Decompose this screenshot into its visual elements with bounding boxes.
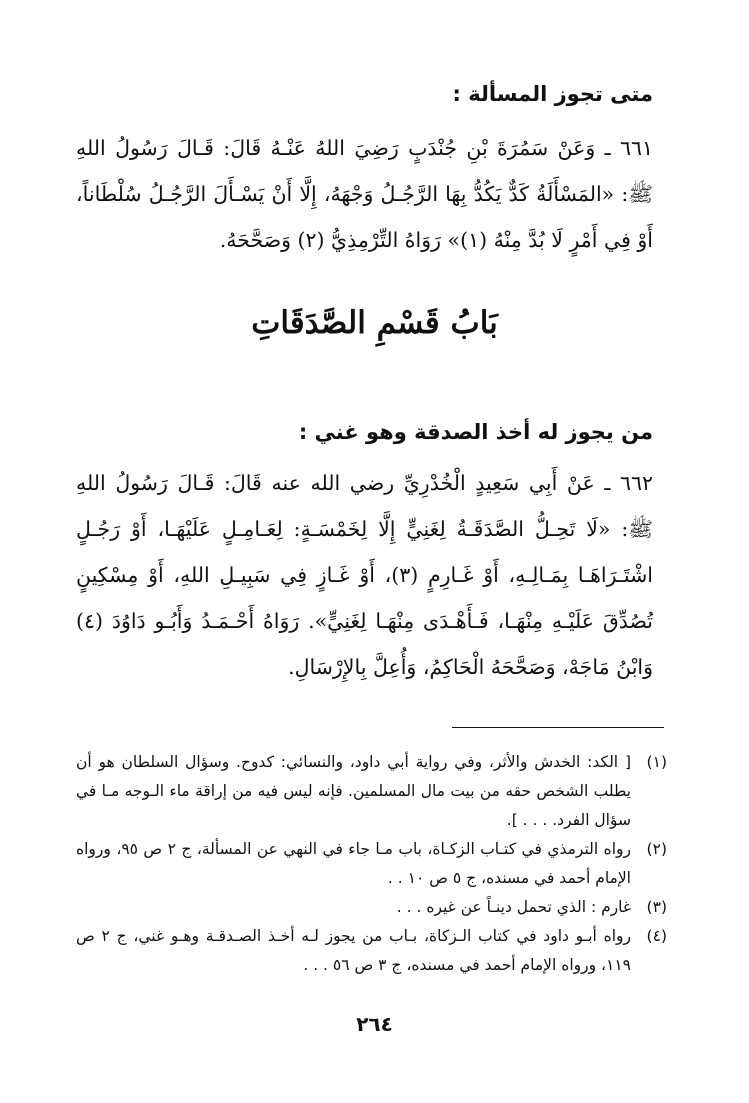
footnote-number: (٣) — [646, 898, 667, 916]
hadith-661-text: ٦٦١ ـ وَعَنْ سَمُرَةَ بْنِ جُنْدَبٍ رَضِيَ اللهُ عَنْـهُ قَالَ: قَـالَ رَسُولُ اللهِ ﷺ: «المَسْأَلَةُ كَدٌّ يَكُدُّ بِهَا الرَّجُـلُ وَجْهَهُ، إِلَّا أَنْ يَسْـأَلَ الرَّجُـلُ سُلْطَاناً، أَوْ فِي أَمْرٍ لَا بُدَّ مِنْهُ (١)» رَوَاهُ التِّرْمِذِيُّ (٢) وَصَحَّحَهُ. — [76, 136, 653, 252]
footnote-text: رواه أبـو داود في كتاب الـزكاة، بـاب من يجوز لـه أخـذ الصـدقـة وهـو غني، ج ٢ ص ١١٩، ورواه الإمام أحمد في مسنده، ج ٣ ص ٥٦ . . . — [76, 927, 631, 974]
footnote-text: [ الكد: الخدش والأثر، وفي رواية أبي داود، والنسائي: كدوح. وسؤال السلطان هو أن يطلب الشخص حقه من بيت مال المسلمين. فإنه ليس فيه من إراقة ماء الـوجه مـا في سؤال الفرد. . . . ]. — [76, 753, 631, 829]
section-heading-when-asking-permitted: متى تجوز المسألة : — [452, 82, 653, 106]
footnote-number: (٤) — [646, 927, 667, 945]
footnote-item — [76, 893, 667, 922]
footnote-number: (٢) — [646, 840, 667, 858]
footnote-divider — [452, 727, 664, 728]
footnote-item — [76, 922, 667, 980]
page-number: ٢٦٤ — [356, 1012, 393, 1036]
footnote-text: رواه الترمذي في كتـاب الزكـاة، باب مـا جاء في النهي عن المسألة، ج ٢ ص ٩٥، ورواه الإمام أحمد في مسنده، ج ٥ ص ١٠ . . — [76, 840, 631, 887]
footnote-number: (١) — [646, 753, 667, 771]
footnotes — [76, 748, 667, 980]
footnote-item — [76, 835, 667, 893]
section-heading-who-may-take-charity: من يجوز له أخذ الصدقة وهو غني : — [298, 420, 653, 444]
hadith-662-text: ٦٦٢ ـ عَنْ أَبِي سَعِيدٍ الْخُدْرِيِّ رضي الله عنه قَالَ: قَـالَ رَسُولُ اللهِ ﷺ: «لَا تَحِـلُّ الصَّدَقَـةُ لِغَنِيٍّ إِلَّا لِخَمْسَـةٍ: لِعَـامِـلٍ عَلَيْهَـا، أَوْ رَجُـلٍ اشْتَـرَاهَـا بِمَـالِـهِ، أَوْ غَـارِمٍ (٣)، أَوْ غَـازٍ فِي سَبِيـلِ اللهِ، أَوْ مِسْكِينٍ تُصُدِّقَ عَلَيْـهِ مِنْهَـا، فَـأَهْـدَى مِنْهَـا لِغَنِيٍّ». رَوَاهُ أَحْـمَـدُ وَأَبُـو دَاوُدَ (٤) وَابْنُ مَاجَهْ، وَصَحَّحَهُ الْحَاكِمُ، وَأُعِلَّ بِالإِرْسَالِ. — [76, 471, 653, 679]
footnote-item — [76, 748, 667, 835]
chapter-title: بَابُ قَسْمِ الصَّدَقَاتِ — [251, 305, 498, 341]
footnote-text: غارم : الذي تحمل دينـاً عن غيره . . . — [396, 898, 631, 916]
